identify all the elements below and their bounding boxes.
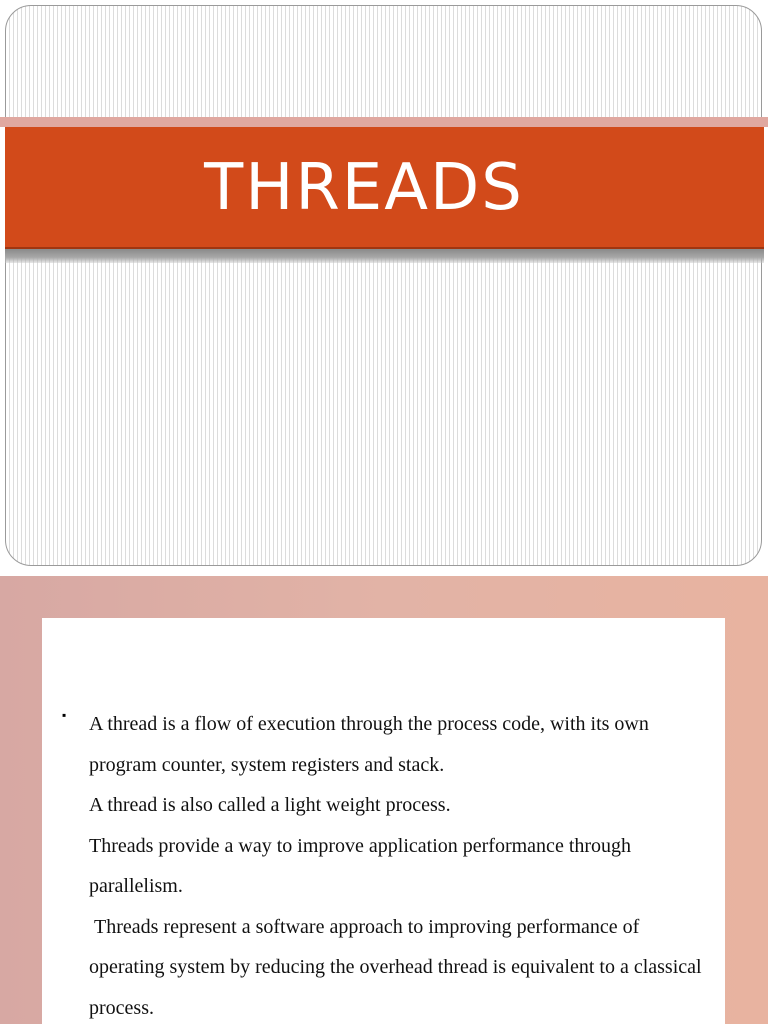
bullet-list [62, 704, 714, 1024]
slide-title: THREADS [204, 151, 524, 225]
paragraph-definition: A thread is a flow of execution through the process code, with its own program counter, system registers and stack. [89, 713, 654, 776]
bullet-marker-icon: ▪ [62, 708, 67, 722]
slide-frame [5, 5, 762, 566]
title-band-accent [0, 117, 768, 127]
paragraph-light-weight: A thread is also called a light weight process. [89, 794, 451, 816]
content-slide [0, 576, 768, 1024]
content-panel [42, 618, 725, 1024]
paragraph-software-approach: Threads represent a software approach to improving performance of operating system by reducing the overhead thread is equivalent to a classical process. [89, 915, 707, 1019]
title-band-shadow [5, 249, 764, 263]
paragraph-performance: Threads provide a way to improve application performance through parallelism. [89, 834, 637, 897]
